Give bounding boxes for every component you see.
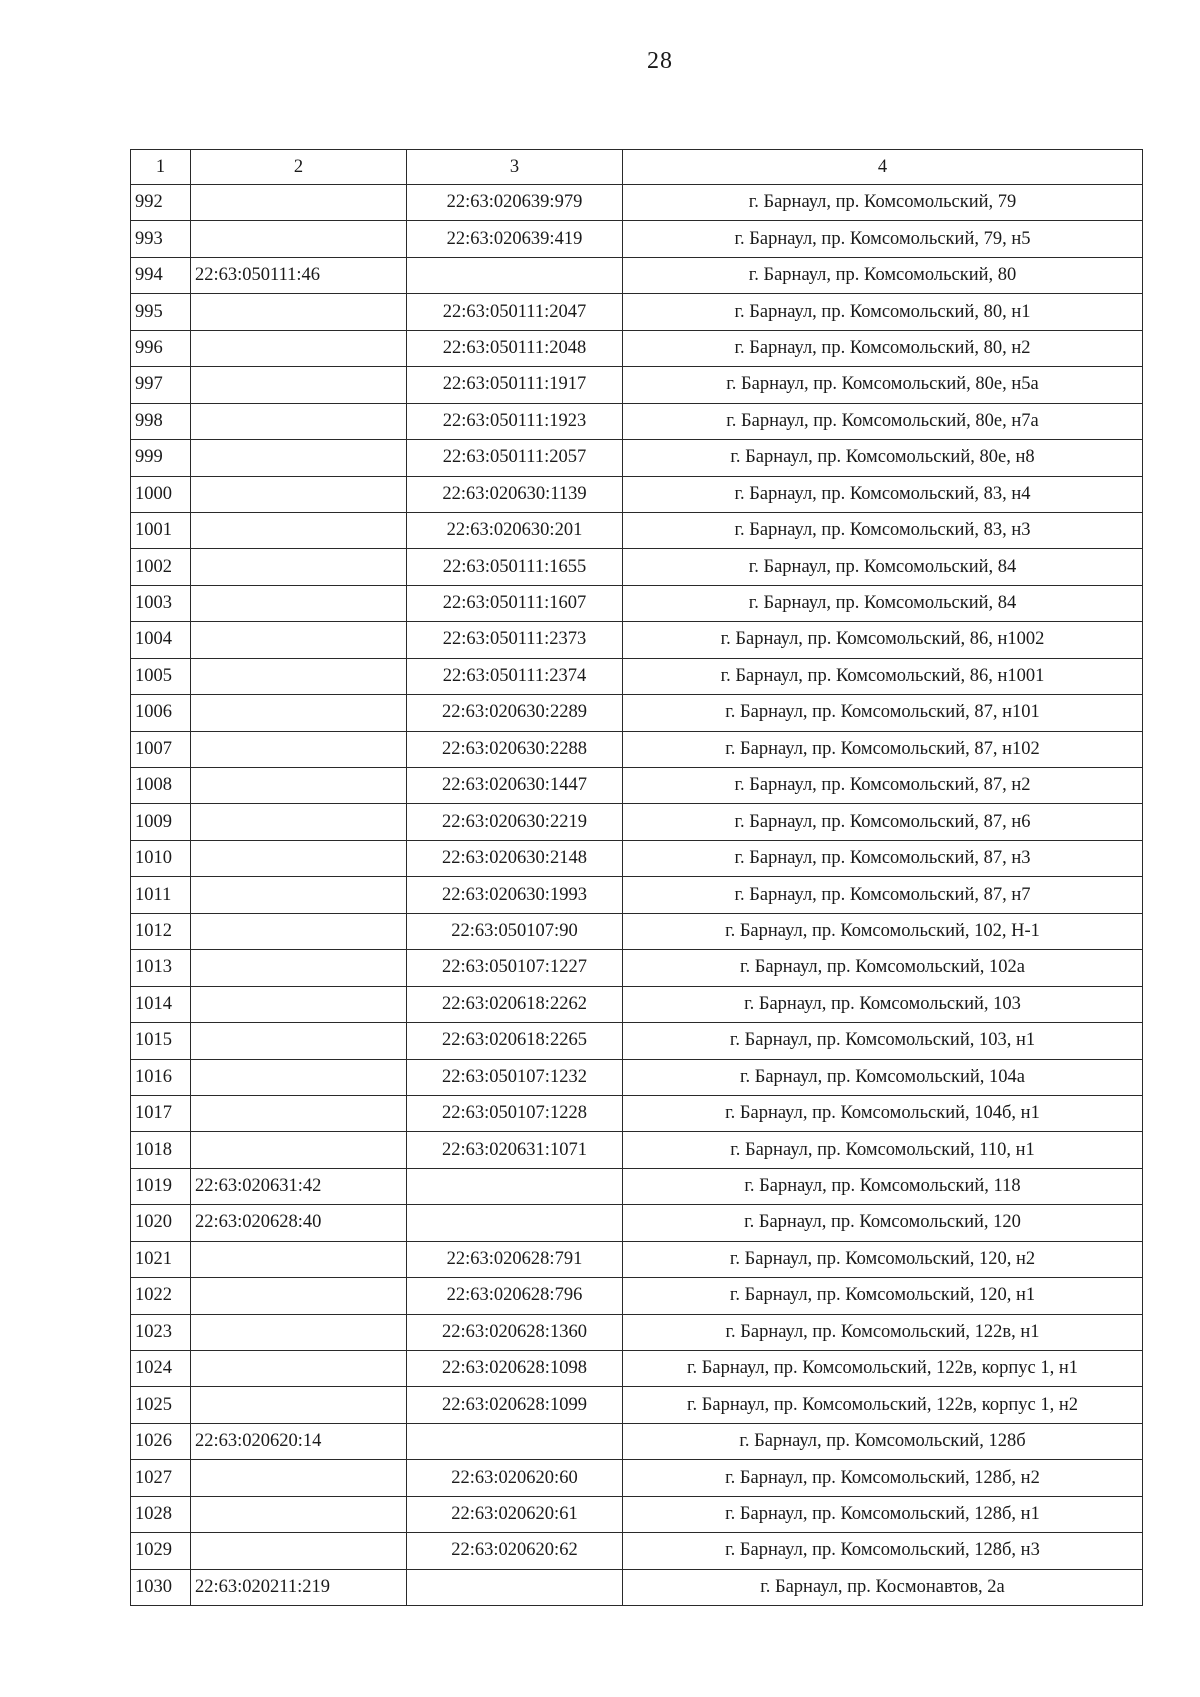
- row-number-cell: 1016: [131, 1059, 191, 1095]
- object-cadastral-number-cell: 22:63:020630:2288: [407, 731, 623, 767]
- land-cadastral-number-cell: [191, 695, 407, 731]
- row-number-cell: 1027: [131, 1460, 191, 1496]
- object-cadastral-number-cell: 22:63:050107:1227: [407, 950, 623, 986]
- row-number-cell: 1013: [131, 950, 191, 986]
- row-number-cell: 1004: [131, 622, 191, 658]
- row-number-cell: 1007: [131, 731, 191, 767]
- address-cell: г. Барнаул, пр. Комсомольский, 128б, н2: [623, 1460, 1143, 1496]
- table-row: [131, 950, 1143, 986]
- table-row: [131, 512, 1143, 548]
- row-number-cell: 1009: [131, 804, 191, 840]
- land-cadastral-number-cell: [191, 185, 407, 221]
- object-cadastral-number-cell: 22:63:020620:62: [407, 1533, 623, 1569]
- land-cadastral-number-cell: [191, 768, 407, 804]
- address-cell: г. Барнаул, пр. Комсомольский, 103: [623, 986, 1143, 1022]
- row-number-cell: 999: [131, 440, 191, 476]
- row-number-cell: 1018: [131, 1132, 191, 1168]
- table-row: [131, 1387, 1143, 1423]
- object-cadastral-number-cell: 22:63:050107:1232: [407, 1059, 623, 1095]
- object-cadastral-number-cell: 22:63:020630:2219: [407, 804, 623, 840]
- land-cadastral-number-cell: [191, 1278, 407, 1314]
- row-number-cell: 1014: [131, 986, 191, 1022]
- object-cadastral-number-cell: 22:63:020618:2262: [407, 986, 623, 1022]
- row-number-cell: 1026: [131, 1423, 191, 1459]
- table-row: [131, 1205, 1143, 1241]
- table-row: [131, 1132, 1143, 1168]
- object-cadastral-number-cell: 22:63:050111:2374: [407, 658, 623, 694]
- object-cadastral-number-cell: 22:63:020628:791: [407, 1241, 623, 1277]
- address-cell: г. Барнаул, пр. Комсомольский, 104б, н1: [623, 1095, 1143, 1131]
- land-cadastral-number-cell: [191, 512, 407, 548]
- object-cadastral-number-cell: 22:63:050111:2047: [407, 294, 623, 330]
- address-cell: г. Барнаул, пр. Комсомольский, 80, н2: [623, 330, 1143, 366]
- table-row: [131, 257, 1143, 293]
- land-cadastral-number-cell: [191, 877, 407, 913]
- address-cell: г. Барнаул, пр. Комсомольский, 80е, н5а: [623, 367, 1143, 403]
- row-number-cell: 1011: [131, 877, 191, 913]
- row-number-cell: 1023: [131, 1314, 191, 1350]
- row-number-cell: 1025: [131, 1387, 191, 1423]
- page-number: 28: [647, 48, 673, 74]
- property-register-table: [130, 149, 1143, 1606]
- object-cadastral-number-cell: 22:63:020631:1071: [407, 1132, 623, 1168]
- object-cadastral-number-cell: 22:63:050111:2048: [407, 330, 623, 366]
- land-cadastral-number-cell: [191, 1351, 407, 1387]
- table-body: [131, 185, 1143, 1606]
- table-row: [131, 1278, 1143, 1314]
- table-row: [131, 585, 1143, 621]
- land-cadastral-number-cell: [191, 1241, 407, 1277]
- table-row: [131, 804, 1143, 840]
- table-row: [131, 330, 1143, 366]
- land-cadastral-number-cell: 22:63:020211:219: [191, 1569, 407, 1605]
- header-col-4: 4: [623, 150, 1143, 185]
- land-cadastral-number-cell: [191, 1314, 407, 1350]
- address-cell: г. Барнаул, пр. Комсомольский, 122в, корпус 1, н2: [623, 1387, 1143, 1423]
- land-cadastral-number-cell: [191, 1460, 407, 1496]
- header-col-1: 1: [131, 150, 191, 185]
- table-row: [131, 1496, 1143, 1532]
- address-cell: г. Барнаул, пр. Комсомольский, 102а: [623, 950, 1143, 986]
- land-cadastral-number-cell: 22:63:020620:14: [191, 1423, 407, 1459]
- row-number-cell: 1000: [131, 476, 191, 512]
- row-number-cell: 1008: [131, 768, 191, 804]
- row-number-cell: 992: [131, 185, 191, 221]
- address-cell: г. Барнаул, пр. Комсомольский, 87, н101: [623, 695, 1143, 731]
- table-row: [131, 367, 1143, 403]
- object-cadastral-number-cell: 22:63:020630:2148: [407, 840, 623, 876]
- row-number-cell: 1022: [131, 1278, 191, 1314]
- object-cadastral-number-cell: 22:63:020639:419: [407, 221, 623, 257]
- address-cell: г. Барнаул, пр. Комсомольский, 80е, н8: [623, 440, 1143, 476]
- land-cadastral-number-cell: [191, 440, 407, 476]
- table-row: [131, 1168, 1143, 1204]
- object-cadastral-number-cell: 22:63:050111:1607: [407, 585, 623, 621]
- table-row: [131, 1095, 1143, 1131]
- row-number-cell: 1003: [131, 585, 191, 621]
- address-cell: г. Барнаул, пр. Комсомольский, 128б, н3: [623, 1533, 1143, 1569]
- table-row: [131, 731, 1143, 767]
- land-cadastral-number-cell: [191, 403, 407, 439]
- object-cadastral-number-cell: 22:63:020628:796: [407, 1278, 623, 1314]
- address-cell: г. Барнаул, пр. Комсомольский, 87, н6: [623, 804, 1143, 840]
- land-cadastral-number-cell: [191, 1533, 407, 1569]
- row-number-cell: 1020: [131, 1205, 191, 1241]
- object-cadastral-number-cell: 22:63:020628:1360: [407, 1314, 623, 1350]
- object-cadastral-number-cell: 22:63:020620:60: [407, 1460, 623, 1496]
- object-cadastral-number-cell: 22:63:020630:1993: [407, 877, 623, 913]
- address-cell: г. Барнаул, пр. Комсомольский, 87, н2: [623, 768, 1143, 804]
- table-row: [131, 476, 1143, 512]
- row-number-cell: 1021: [131, 1241, 191, 1277]
- object-cadastral-number-cell: 22:63:020618:2265: [407, 1023, 623, 1059]
- address-cell: г. Барнаул, пр. Комсомольский, 86, н1001: [623, 658, 1143, 694]
- header-col-2: 2: [191, 150, 407, 185]
- land-cadastral-number-cell: [191, 1132, 407, 1168]
- land-cadastral-number-cell: [191, 585, 407, 621]
- address-cell: г. Барнаул, пр. Комсомольский, 120, н1: [623, 1278, 1143, 1314]
- table-row: [131, 622, 1143, 658]
- object-cadastral-number-cell: 22:63:050107:90: [407, 913, 623, 949]
- object-cadastral-number-cell: 22:63:020628:1099: [407, 1387, 623, 1423]
- land-cadastral-number-cell: [191, 986, 407, 1022]
- table-row: [131, 986, 1143, 1022]
- land-cadastral-number-cell: 22:63:020631:42: [191, 1168, 407, 1204]
- address-cell: г. Барнаул, пр. Космонавтов, 2а: [623, 1569, 1143, 1605]
- land-cadastral-number-cell: [191, 840, 407, 876]
- land-cadastral-number-cell: [191, 476, 407, 512]
- row-number-cell: 1019: [131, 1168, 191, 1204]
- object-cadastral-number-cell: [407, 1423, 623, 1459]
- land-cadastral-number-cell: [191, 1496, 407, 1532]
- land-cadastral-number-cell: [191, 330, 407, 366]
- row-number-cell: 1028: [131, 1496, 191, 1532]
- object-cadastral-number-cell: 22:63:050111:1923: [407, 403, 623, 439]
- land-cadastral-number-cell: [191, 804, 407, 840]
- table-row: [131, 877, 1143, 913]
- address-cell: г. Барнаул, пр. Комсомольский, 120: [623, 1205, 1143, 1241]
- row-number-cell: 1002: [131, 549, 191, 585]
- row-number-cell: 1010: [131, 840, 191, 876]
- land-cadastral-number-cell: [191, 658, 407, 694]
- land-cadastral-number-cell: [191, 1387, 407, 1423]
- object-cadastral-number-cell: 22:63:020630:201: [407, 512, 623, 548]
- object-cadastral-number-cell: 22:63:020630:1139: [407, 476, 623, 512]
- land-cadastral-number-cell: [191, 1095, 407, 1131]
- table-row: [131, 185, 1143, 221]
- table-row: [131, 1314, 1143, 1350]
- table-row: [131, 1023, 1143, 1059]
- address-cell: г. Барнаул, пр. Комсомольский, 103, н1: [623, 1023, 1143, 1059]
- table-row: [131, 1241, 1143, 1277]
- object-cadastral-number-cell: 22:63:050111:2373: [407, 622, 623, 658]
- table-row: [131, 221, 1143, 257]
- address-cell: г. Барнаул, пр. Комсомольский, 80: [623, 257, 1143, 293]
- table-row: [131, 440, 1143, 476]
- object-cadastral-number-cell: 22:63:050111:2057: [407, 440, 623, 476]
- address-cell: г. Барнаул, пр. Комсомольский, 128б, н1: [623, 1496, 1143, 1532]
- object-cadastral-number-cell: [407, 1205, 623, 1241]
- table-row: [131, 549, 1143, 585]
- row-number-cell: 1015: [131, 1023, 191, 1059]
- address-cell: г. Барнаул, пр. Комсомольский, 83, н4: [623, 476, 1143, 512]
- address-cell: г. Барнаул, пр. Комсомольский, 84: [623, 585, 1143, 621]
- address-cell: г. Барнаул, пр. Комсомольский, 122в, н1: [623, 1314, 1143, 1350]
- table-row: [131, 403, 1143, 439]
- table-row: [131, 695, 1143, 731]
- address-cell: г. Барнаул, пр. Комсомольский, 83, н3: [623, 512, 1143, 548]
- table-row: [131, 1059, 1143, 1095]
- table-row: [131, 913, 1143, 949]
- row-number-cell: 1006: [131, 695, 191, 731]
- row-number-cell: 1012: [131, 913, 191, 949]
- land-cadastral-number-cell: [191, 1023, 407, 1059]
- address-cell: г. Барнаул, пр. Комсомольский, 104а: [623, 1059, 1143, 1095]
- land-cadastral-number-cell: [191, 913, 407, 949]
- address-cell: г. Барнаул, пр. Комсомольский, 80, н1: [623, 294, 1143, 330]
- address-cell: г. Барнаул, пр. Комсомольский, 128б: [623, 1423, 1143, 1459]
- land-cadastral-number-cell: [191, 1059, 407, 1095]
- row-number-cell: 1017: [131, 1095, 191, 1131]
- table-row: [131, 1533, 1143, 1569]
- object-cadastral-number-cell: 22:63:020620:61: [407, 1496, 623, 1532]
- address-cell: г. Барнаул, пр. Комсомольский, 87, н7: [623, 877, 1143, 913]
- land-cadastral-number-cell: [191, 622, 407, 658]
- land-cadastral-number-cell: 22:63:020628:40: [191, 1205, 407, 1241]
- object-cadastral-number-cell: [407, 1168, 623, 1204]
- header-row: [131, 150, 1143, 185]
- object-cadastral-number-cell: 22:63:050111:1917: [407, 367, 623, 403]
- table-row: [131, 1351, 1143, 1387]
- address-cell: г. Барнаул, пр. Комсомольский, 110, н1: [623, 1132, 1143, 1168]
- address-cell: г. Барнаул, пр. Комсомольский, 80е, н7а: [623, 403, 1143, 439]
- land-cadastral-number-cell: [191, 294, 407, 330]
- land-cadastral-number-cell: 22:63:050111:46: [191, 257, 407, 293]
- address-cell: г. Барнаул, пр. Комсомольский, 87, н3: [623, 840, 1143, 876]
- object-cadastral-number-cell: [407, 257, 623, 293]
- object-cadastral-number-cell: 22:63:020630:1447: [407, 768, 623, 804]
- table-row: [131, 1423, 1143, 1459]
- row-number-cell: 993: [131, 221, 191, 257]
- address-cell: г. Барнаул, пр. Комсомольский, 120, н2: [623, 1241, 1143, 1277]
- row-number-cell: 995: [131, 294, 191, 330]
- table-row: [131, 1569, 1143, 1605]
- row-number-cell: 1024: [131, 1351, 191, 1387]
- address-cell: г. Барнаул, пр. Комсомольский, 102, Н-1: [623, 913, 1143, 949]
- table-header: [131, 150, 1143, 185]
- row-number-cell: 1005: [131, 658, 191, 694]
- table-row: [131, 840, 1143, 876]
- table-row: [131, 768, 1143, 804]
- object-cadastral-number-cell: 22:63:020639:979: [407, 185, 623, 221]
- row-number-cell: 1001: [131, 512, 191, 548]
- row-number-cell: 996: [131, 330, 191, 366]
- land-cadastral-number-cell: [191, 549, 407, 585]
- land-cadastral-number-cell: [191, 731, 407, 767]
- object-cadastral-number-cell: [407, 1569, 623, 1605]
- object-cadastral-number-cell: 22:63:050111:1655: [407, 549, 623, 585]
- land-cadastral-number-cell: [191, 221, 407, 257]
- object-cadastral-number-cell: 22:63:020628:1098: [407, 1351, 623, 1387]
- address-cell: г. Барнаул, пр. Комсомольский, 79: [623, 185, 1143, 221]
- object-cadastral-number-cell: 22:63:050107:1228: [407, 1095, 623, 1131]
- address-cell: г. Барнаул, пр. Комсомольский, 86, н1002: [623, 622, 1143, 658]
- row-number-cell: 1030: [131, 1569, 191, 1605]
- land-cadastral-number-cell: [191, 367, 407, 403]
- address-cell: г. Барнаул, пр. Комсомольский, 118: [623, 1168, 1143, 1204]
- row-number-cell: 998: [131, 403, 191, 439]
- address-cell: г. Барнаул, пр. Комсомольский, 122в, корпус 1, н1: [623, 1351, 1143, 1387]
- table-row: [131, 658, 1143, 694]
- table-row: [131, 294, 1143, 330]
- row-number-cell: 994: [131, 257, 191, 293]
- row-number-cell: 997: [131, 367, 191, 403]
- address-cell: г. Барнаул, пр. Комсомольский, 84: [623, 549, 1143, 585]
- row-number-cell: 1029: [131, 1533, 191, 1569]
- header-col-3: 3: [407, 150, 623, 185]
- address-cell: г. Барнаул, пр. Комсомольский, 79, н5: [623, 221, 1143, 257]
- object-cadastral-number-cell: 22:63:020630:2289: [407, 695, 623, 731]
- land-cadastral-number-cell: [191, 950, 407, 986]
- address-cell: г. Барнаул, пр. Комсомольский, 87, н102: [623, 731, 1143, 767]
- table-row: [131, 1460, 1143, 1496]
